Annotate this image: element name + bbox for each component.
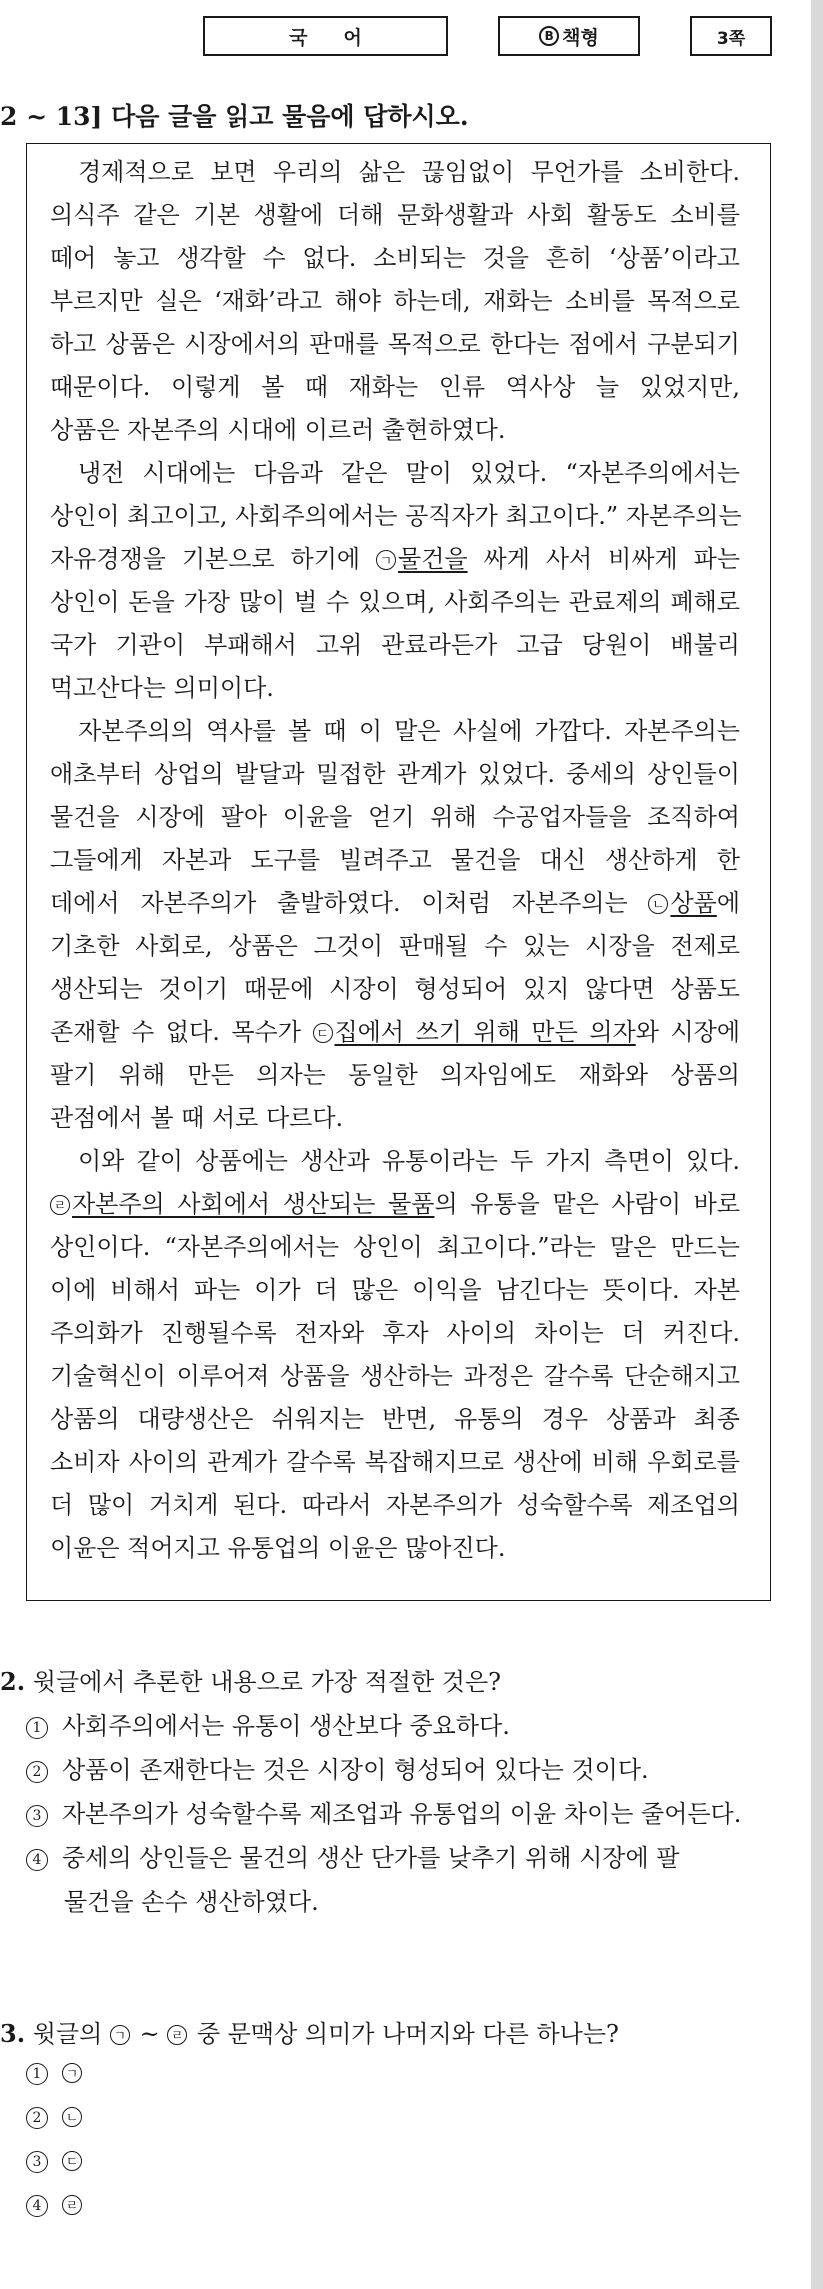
option-marker: ㄷ (62, 2151, 82, 2171)
option-number: 3 (26, 1805, 48, 1827)
passage-line: 상품의 대량생산은 쉬워지는 반면, 유통의 경우 상품과 최종 (50, 1405, 740, 1433)
question-13-number: 3. (0, 2019, 26, 2048)
question-13-option-2[interactable] (26, 2102, 84, 2130)
passage-line: 경제적으로 보면 우리의 삶은 끊임없이 무언가를 소비한다. (78, 158, 740, 186)
question-12-option-3[interactable] (26, 1794, 741, 1829)
passage-line: 이윤은 적어지고 유통업의 이윤은 많아진다. (50, 1534, 506, 1562)
scrollbar-track[interactable] (811, 0, 823, 2289)
passage-line: 이와 같이 상품에는 생산과 유통이라는 두 가지 측면이 있다. (78, 1147, 740, 1175)
passage-line: 때문이다. 이렇게 볼 때 재화는 인류 역사상 늘 있었지만, (50, 373, 740, 401)
question-12-option-2[interactable] (26, 1750, 649, 1785)
passage-text: 싸게 사서 비싸게 파는 (467, 545, 740, 573)
marker-giyeok: ㄱ (110, 2025, 130, 2045)
underlined-phrase-a: 물건을 (398, 545, 468, 573)
option-marker: ㄹ (62, 2195, 82, 2215)
booklet-label: 책형 (562, 26, 599, 49)
passage-line: 국가 기관이 부패해서 고위 관료라든가 고급 당원이 배불리 (50, 631, 740, 659)
passage-line: 더 많이 거치게 된다. 따라서 자본주의가 성숙할수록 제조업의 (50, 1491, 740, 1519)
question-13-text-post: 중 문맥상 의미가 나머지와 다른 하나는? (196, 2020, 619, 2048)
booklet-type-box (498, 16, 640, 56)
option-number: 2 (26, 2107, 48, 2129)
question-12-option-4-continued: 물건을 손수 생산하였다. (64, 1888, 319, 1916)
option-text: 사회주의에서는 유통이 생산보다 중요하다. (62, 1712, 510, 1740)
passage-line: 상인이 돈을 가장 많이 벌 수 있으며, 사회주의는 관료제의 폐해로 (50, 588, 740, 616)
passage-line: 냉전 시대에는 다음과 같은 말이 있었다. “자본주의에서는 (78, 459, 740, 487)
marker-digeut: ㄷ (313, 1023, 333, 1043)
underlined-phrase-b: 상품 (670, 889, 717, 917)
question-13-option-3[interactable] (26, 2146, 84, 2174)
option-text: 상품이 존재한다는 것은 시장이 형성되어 있다는 것이다. (62, 1756, 649, 1784)
option-marker: ㄴ (62, 2107, 82, 2127)
passage-line: 생산되는 것이기 때문에 시장이 형성되어 있지 않다면 상품도 (50, 975, 740, 1003)
passage-text: 자유경쟁을 기본으로 하기에 (50, 545, 361, 573)
question-12-text: 윗글에서 추론한 내용으로 가장 적절한 것은? (32, 1668, 502, 1696)
marker-nieun: ㄴ (648, 894, 668, 914)
marker-rieul: ㄹ (50, 1195, 70, 1215)
page-number: 3쪽 (716, 28, 746, 49)
option-marker: ㄱ (62, 2063, 82, 2083)
passage-line (50, 1012, 740, 1047)
instruction: 2 ~ 13] 다음 글을 읽고 물음에 답하시오. (0, 102, 469, 131)
question-12-option-4[interactable] (26, 1838, 679, 1873)
passage-line: 애초부터 상업의 발달과 밀접한 관계가 있었다. 중세의 상인들이 (50, 760, 740, 788)
question-12-stem (0, 1662, 501, 1697)
passage-line: 상인이다. “자본주의에서는 상인이 최고이다.”라는 말은 만드는 (50, 1233, 740, 1261)
passage-line: 기초한 사회로, 상품은 그것이 판매될 수 있는 시장을 전제로 (50, 932, 740, 960)
page-number-box (690, 16, 772, 56)
passage-line: 이에 비해서 파는 이가 더 많은 이익을 남긴다는 뜻이다. 자본 (50, 1276, 740, 1304)
option-number: 1 (26, 2063, 48, 2085)
option-number: 1 (26, 1717, 48, 1739)
passage-text: 에 (716, 889, 740, 917)
option-number: 2 (26, 1761, 48, 1783)
booklet-mark: B (539, 26, 559, 46)
passage-line: 기술혁신이 이루어져 상품을 생산하는 과정은 갈수록 단순해지고 (50, 1362, 740, 1390)
question-12-option-1[interactable] (26, 1706, 510, 1741)
passage-line: 소비자 사이의 관계가 갈수록 복잡해지므로 생산에 비해 우회로를 (50, 1448, 740, 1476)
option-number: 4 (26, 1849, 48, 1871)
question-12-number: 2. (0, 1667, 26, 1696)
passage-line: 떼어 놓고 생각할 수 없다. 소비되는 것을 흔히 ‘상품’이라고 (50, 244, 740, 272)
option-number: 3 (26, 2151, 48, 2173)
range-tilde: ~ (139, 2020, 160, 2048)
marker-giyeok: ㄱ (376, 550, 396, 570)
option-number: 4 (26, 2195, 48, 2217)
underlined-phrase-d: 자본주의 사회에서 생산되는 물품 (72, 1190, 435, 1218)
subject-box (203, 16, 448, 56)
passage-line: 물건을 시장에 팔아 이윤을 얻기 위해 수공업자들을 조직하여 (50, 803, 740, 831)
marker-rieul: ㄹ (167, 2025, 187, 2045)
passage-line: 하고 상품은 시장에서의 판매를 목적으로 한다는 점에서 구분되기 (50, 330, 740, 358)
passage-line: 팔기 위해 만든 의자는 동일한 의자임에도 재화와 상품의 (50, 1061, 740, 1089)
passage-line: 관점에서 볼 때 서로 다르다. (50, 1104, 344, 1132)
option-text: 자본주의가 성숙할수록 제조업과 유통업의 이윤 차이는 줄어든다. (62, 1800, 742, 1828)
question-13-option-4[interactable] (26, 2190, 84, 2218)
passage-line: 상품은 자본주의 시대에 이르러 출현하였다. (50, 416, 506, 444)
passage-line: 의식주 같은 기본 생활에 더해 문화생활과 사회 활동도 소비를 (50, 201, 740, 229)
passage-line: 주의화가 진행될수록 전자와 후자 사이의 차이는 더 커진다. (50, 1319, 740, 1347)
question-13-text-pre: 윗글의 (32, 2020, 103, 2048)
passage-line (50, 883, 740, 918)
passage-line: 상인이 최고이고, 사회주의에서는 공직자가 최고이다.” 자본주의는 (50, 502, 742, 530)
passage-line (50, 539, 740, 574)
passage-text: 존재할 수 없다. 목수가 (50, 1018, 301, 1046)
passage-line: 자본주의의 역사를 볼 때 이 말은 사실에 가깝다. 자본주의는 (78, 717, 740, 745)
passage-line: 그들에게 자본과 도구를 빌려주고 물건을 대신 생산하게 한 (50, 846, 740, 874)
subject-label: 국어 (289, 26, 398, 49)
underlined-phrase-c: 집에서 쓰기 위해 만든 의자 (334, 1018, 636, 1046)
passage-line: 먹고산다는 의미이다. (50, 674, 274, 702)
option-text: 중세의 상인들은 물건의 생산 단가를 낮추기 위해 시장에 팔 (62, 1844, 680, 1872)
passage-text: 의 유통을 맡은 사람이 바로 (434, 1190, 740, 1218)
question-13-option-1[interactable] (26, 2058, 84, 2086)
passage-line (50, 1184, 740, 1219)
question-13-stem (0, 2014, 619, 2049)
passage-text: 와 시장에 (635, 1018, 741, 1046)
passage-text: 데에서 자본주의가 출발하였다. 이처럼 자본주의는 (50, 889, 628, 917)
passage-line: 부르지만 실은 ‘재화’라고 해야 하는데, 재화는 소비를 목적으로 (50, 287, 740, 315)
